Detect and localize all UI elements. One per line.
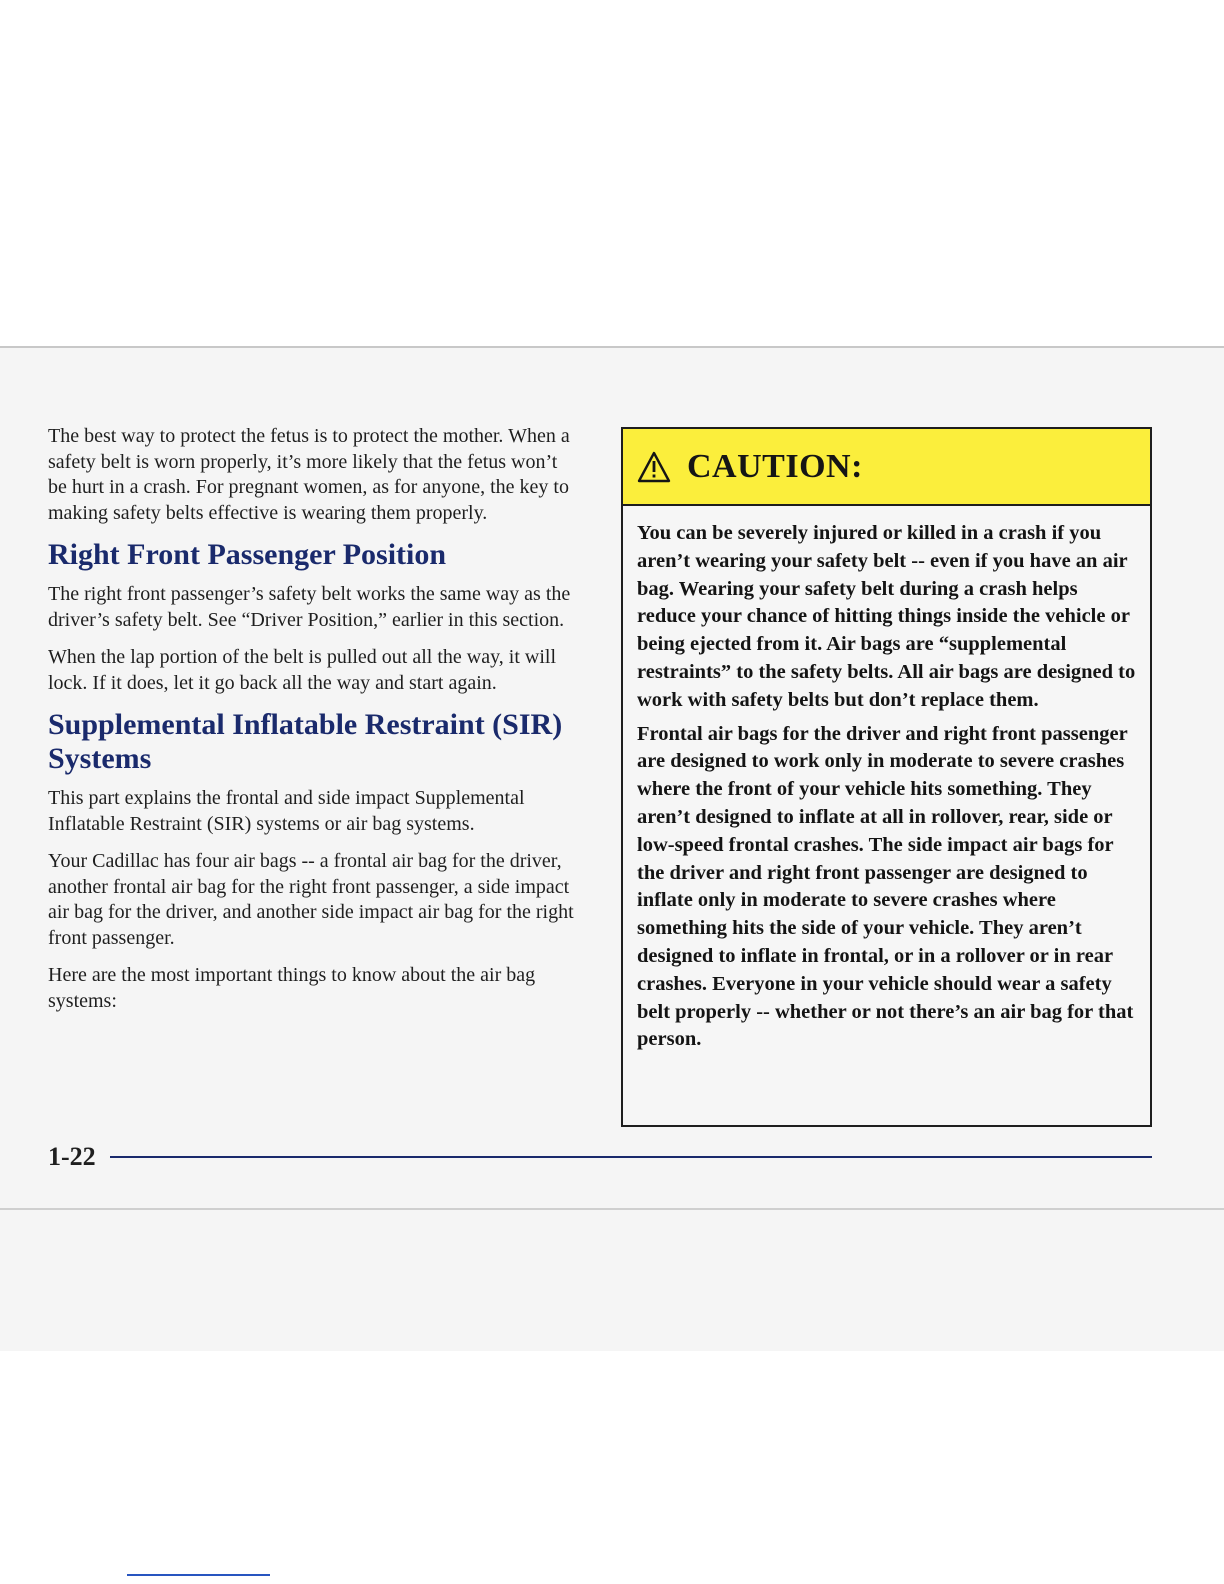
caution-body (623, 506, 1150, 1054)
left-column (48, 424, 578, 1026)
caution-box (621, 427, 1152, 1127)
paragraph-right-front-2: When the lap portion of the belt is pulled out all the way, it will lock. If it does, let it go back all the way and start again. (48, 646, 557, 694)
page-number: 1-22 (48, 1142, 96, 1171)
caution-paragraph-1: You can be severely injured or killed in a crash if you aren’t wearing your safety belt -- even if you have an air bag. Wearing your safety belt during a crash helps reduce your chance of hitting things inside the vehicle or being ejected from it. Air bags are “supplemental restraints” to the safety belts. All air bags are designed to work with safety belts but don’t replace them. (637, 522, 1136, 711)
paragraph-right-front-1: The right front passenger’s safety belt works the same way as the driver’s safety belt. See “Driver Position,” earlier in this section. (48, 583, 571, 631)
heading-sir-systems: Supplemental Inflatable Restraint (SIR) Systems (48, 708, 563, 775)
footer-rule (110, 1156, 1152, 1158)
intro-paragraph: The best way to protect the fetus is to protect the mother. When a safety belt is worn properly, it’s more likely that the fetus won’t be hurt in a crash. For pregnant women, as for anyone, the key to making safety belts effective is wearing them properly. (48, 425, 570, 524)
band-top-divider (0, 346, 1224, 348)
heading-right-front-passenger: Right Front Passenger Position (48, 538, 447, 571)
caution-title: CAUTION: (687, 447, 863, 485)
band-bottom-divider (0, 1208, 1224, 1210)
bottom-link-underline (127, 1574, 270, 1576)
caution-paragraph-2: Frontal air bags for the driver and right front passenger are designed to work only in moderate to severe crashes where the front of your vehicle hits something. They aren’t designed to inflate at all in rollover, rear, side or low-speed frontal crashes. The side impact air bags for the driver and right front passenger are designed to inflate only in moderate to severe crashes where something hits the side of your vehicle. They aren’t designed to inflate in frontal, or in a rollover or in rear crashes. Everyone in your vehicle should wear a safety belt properly -- whether or not there’s an air bag for that person. (637, 722, 1134, 1051)
warning-triangle-icon (637, 451, 671, 483)
paragraph-sir-3: Here are the most important things to know about the air bag systems: (48, 964, 536, 1012)
paragraph-sir-1: This part explains the frontal and side impact Supplemental Inflatable Restraint (SIR) systems or air bag systems. (48, 787, 525, 835)
paragraph-sir-2: Your Cadillac has four air bags -- a frontal air bag for the driver, another frontal air bag for the right front passenger, a side impact air bag for the driver, and another side impact air bag for the right front passenger. (48, 850, 574, 949)
caution-header (623, 429, 1150, 506)
